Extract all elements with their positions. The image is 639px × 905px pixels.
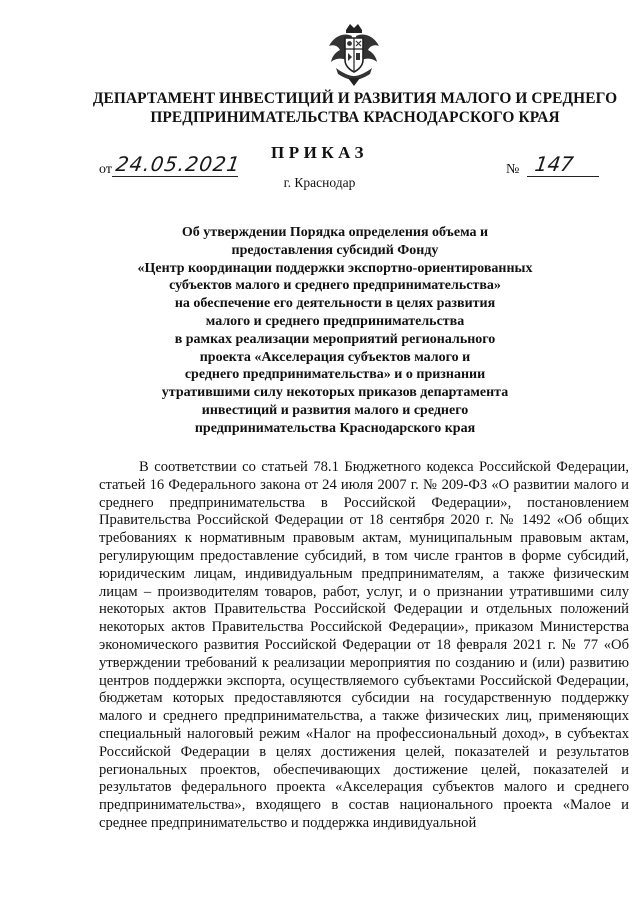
title-line: малого и среднего предпринимательства [205,313,465,329]
number-value: 147 [533,152,575,176]
date-value: 24.05.2021 [114,152,243,176]
title-line: в рамках реализации мероприятий регионального [174,331,496,347]
department-line-1: ДЕПАРТАМЕНТ ИНВЕСТИЦИЙ И РАЗВИТИЯ МАЛОГО И СРЕДНЕГО [92,90,618,107]
title-line: среднего предпринимательства» и о признании [184,367,486,383]
title-line: субъектов малого и среднего предпринимательства» [169,278,501,294]
order-title [100,224,570,438]
title-line: на обеспечение его деятельности в целях развития [174,296,496,312]
department-name [70,89,639,127]
title-line: инвестиций и развития малого и среднего [201,402,469,418]
body-paragraph: В соответствии со статьей 78.1 Бюджетного кодекса Российской Федерации, статьей 16 Федерального закона от 24 июля 2007 г. № 209-ФЗ «О развитии малого и среднего предпринимательства в Российской Федерации», постановлением Правительства Российской Федерации от 18 сентября 2020 г. № 1492 «Об общих требованиях к нормативным правовым актам, муниципальным правовым актам, регулирующим предоставление субсидий, в том числе грантов в форме субсидий, юридическим лицам, индивидуальным предпринимателям, а также физическим лицам – производителям товаров, работ, услуг, и о признании утратившими силу некоторых актов Правительства Российской Федерации и отдельных положений некоторых актов Правительства Российской Федерации», приказом Министерства экономического развития Российской Федерации от 18 февраля 2021 г. № 77 «Об утверждении требований к реализации мероприятия по созданию и (или) развитию центров поддержки экспорта, осуществляемого субъектами Российской Федерации, бюджетам которых предоставляются субсидии на государственную поддержку малого и среднего предпринимательства, а также физических лиц, применяющих специальный налоговый режим «Налог на профессиональный доход», в субъектах Российской Федерации в целях достижения целей, показателей и результатов региональных проектов, обеспечивающих достижение целей, показателей и результатов федерального проекта «Акселерация субъектов малого и среднего предпринимательства», входящего в состав национального проекта «Малое и среднее предпринимательство и поддержка индивидуальной [99,459,629,831]
title-line: «Центр координации поддержки экспортно-ориентированных [137,260,533,276]
title-line: утратившими силу некоторых приказов департамента [161,385,509,401]
title-line: проекта «Акселерация субъектов малого и [199,349,471,365]
title-line: предоставления субсидий Фонду [231,242,439,258]
department-line-2: ПРЕДПРИНИМАТЕЛЬСТВА КРАСНОДАРСКОГО КРАЯ [150,109,560,126]
number-label: № [506,162,520,177]
date-label: от [99,162,112,177]
coat-of-arms-icon [326,20,382,88]
title-line: предпринимательства Краснодарского края [194,420,476,436]
title-line: Об утверждении Порядка определения объема и [181,225,489,240]
city: г. Краснодар [283,175,356,190]
document-type: ПРИКАЗ [271,143,368,162]
